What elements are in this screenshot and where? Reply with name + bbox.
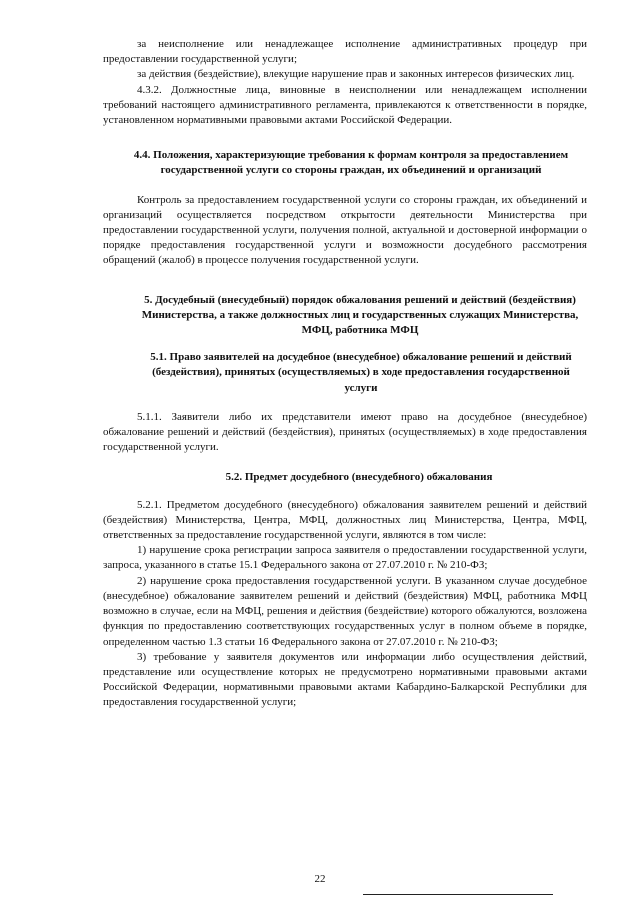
list-item: 1) нарушение срока регистрации запроса заявителя о предоставлении государственной услуги, запроса, указанного в статье 15.1 Федерального закона от 27.07.2010 г. № 210-ФЗ; bbox=[103, 544, 587, 572]
section-heading-4-4: 4.4. Положения, характеризующие требования к формам контроля за предоставлением государственной услуги со стороны граждан, их объединений и организаций bbox=[133, 149, 569, 177]
paragraph: 4.3.2. Должностные лица, виновные в неисполнении или ненадлежащем исполнении требований настоящего административного регламента, привлекаются к ответственности в порядке, установленном нормативными правовыми актами Российской Федерации. bbox=[103, 83, 587, 127]
section-heading-5-1: 5.1. Право заявителей на досудебное (внесудебное) обжалование решений и действий (бездействия), принятых (осуществляемых) в ходе предоставления государственной услуги bbox=[150, 351, 572, 394]
list-item: 3) требование у заявителя документов или информации либо осуществления действий, представление или осуществление которых не предусмотрено нормативными правовыми актами Российской Федерации, нормативными правовыми актами Кабардино-Балкарской Республики для предоставления государственной услуги; bbox=[103, 650, 587, 709]
section-heading-5: 5. Досудебный (внесудебный) порядок обжалования решений и действий (бездействия) Министерства, а также должностных лиц и государственных служащих Министерства, МФЦ, работника МФЦ bbox=[141, 293, 579, 337]
document-body bbox=[103, 37, 587, 711]
list-item: 2) нарушение срока предоставления государственной услуги. В указанном случае досудебное (внесудебное) обжалование заявителем решений и действий (бездействия) МФЦ, работника МФЦ возможно в случае, если на МФЦ, решения и действия (бездействие) которого обжалуются, возложена функция по предоставлению соответствующих государственных услуг в полном объеме в порядке, определенном частью 1.3 статьи 16 Федерального закона от 27.07.2010 г. № 210-ФЗ; bbox=[103, 574, 587, 648]
paragraph: 5.1.1. Заявители либо их представители имеют право на досудебное (внесудебное) обжалование решений и действий (бездействия), принятых (осуществляемых) в ходе предоставления государственной услуги. bbox=[103, 410, 587, 454]
footer-rule bbox=[363, 894, 553, 895]
paragraph: 5.2.1. Предметом досудебного (внесудебного) обжалования заявителем решений и действий (бездействия) Министерства, Центра, МФЦ, должностных лиц Министерства, Центра, МФЦ, ответственных за предоставление государственной услуги, являются в том числе: bbox=[103, 498, 587, 542]
page-number: 22 bbox=[314, 873, 326, 885]
paragraph: за неисполнение или ненадлежащее исполнение административных процедур при предоставлении государственной услуги; bbox=[103, 38, 587, 66]
paragraph: Контроль за предоставлением государственной услуги со стороны граждан, их объединений и организаций осуществляется посредством открытости деятельности Министерства при предоставлении государственной услуги, получения полной, актуальной и достоверной информации о порядке предоставления государственной услуги и возможности досудебного рассмотрения обращений (жалоб) в процессе получения государственной услуги. bbox=[103, 193, 587, 267]
section-heading-5-2: 5.2. Предмет досудебного (внесудебного) обжалования bbox=[225, 471, 493, 484]
paragraph: за действия (бездействие), влекущие нарушение прав и законных интересов физических лиц. bbox=[137, 68, 575, 81]
